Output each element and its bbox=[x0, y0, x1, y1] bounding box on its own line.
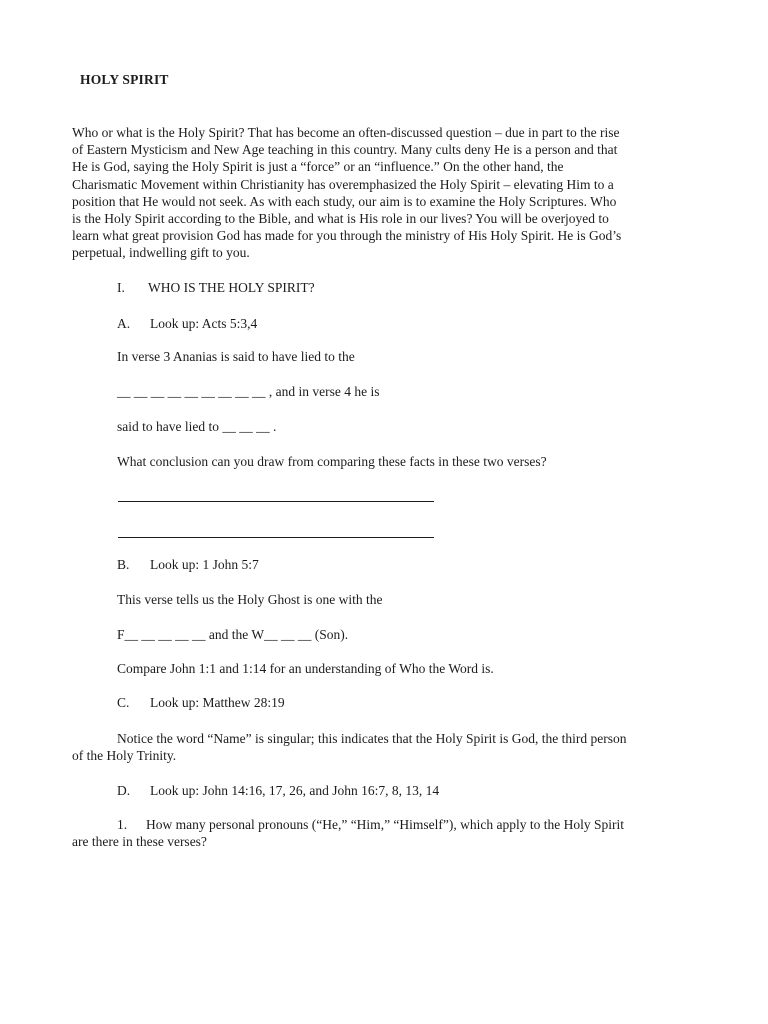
answer-line[interactable] bbox=[118, 537, 434, 538]
item-b-fill-blank-line: F__ __ __ __ __ and the W__ __ __ (Son). bbox=[117, 627, 349, 642]
item-c-note-line-2: of the Holy Trinity. bbox=[72, 748, 177, 763]
item-a-fill-blank-line: __ __ __ __ __ __ __ __ __ , and in verse 4 he is bbox=[117, 384, 380, 399]
item-a-line-1: In verse 3 Ananias is said to have lied to the bbox=[117, 349, 355, 364]
intro-line: perpetual, indwelling gift to you. bbox=[72, 245, 250, 261]
intro-paragraph bbox=[72, 124, 692, 262]
intro-line: is the Holy Spirit according to the Bible, and what is His role in our lives? You will be overjoyed to bbox=[72, 211, 609, 227]
item-b-heading bbox=[117, 556, 259, 573]
item-d-question-1 bbox=[117, 816, 624, 833]
item-letter: B. bbox=[117, 557, 130, 572]
section-title: WHO IS THE HOLY SPIRIT? bbox=[148, 280, 315, 295]
intro-line: learn what great provision God has made for you through the ministry of His Holy Spirit. He is God’s bbox=[72, 228, 622, 244]
intro-line: Who or what is the Holy Spirit? That has become an often-discussed question – due in part to the rise bbox=[72, 125, 620, 140]
document-title: HOLY SPIRIT bbox=[80, 72, 169, 87]
item-a-heading bbox=[117, 315, 257, 332]
item-letter: D. bbox=[117, 783, 131, 798]
item-c-heading bbox=[117, 694, 285, 711]
item-a-fill-blank-line: said to have lied to __ __ __ . bbox=[117, 419, 277, 434]
item-label: Look up: John 14:16, 17, 26, and John 16:7, 8, 13, 14 bbox=[150, 783, 440, 798]
question-number: 1. bbox=[117, 817, 128, 832]
item-label: Look up: Matthew 28:19 bbox=[150, 695, 285, 710]
item-d-question-1-continued: are there in these verses? bbox=[72, 834, 207, 849]
section-heading bbox=[117, 279, 315, 296]
intro-line: He is God, saying the Holy Spirit is just a “force” or an “influence.” On the other hand, the bbox=[72, 159, 564, 175]
item-letter: C. bbox=[117, 695, 130, 710]
item-label: Look up: Acts 5:3,4 bbox=[150, 316, 258, 331]
item-b-line-1: This verse tells us the Holy Ghost is one with the bbox=[117, 592, 383, 607]
item-c-note-line-1: Notice the word “Name” is singular; this indicates that the Holy Spirit is God, the third person bbox=[117, 731, 627, 746]
item-letter: A. bbox=[117, 316, 131, 331]
item-b-line-3: Compare John 1:1 and 1:14 for an understanding of Who the Word is. bbox=[117, 661, 494, 676]
intro-line: position that He would not seek. As with each study, our aim is to examine the Holy Scriptures. Who bbox=[72, 193, 617, 209]
item-a-question: What conclusion can you draw from comparing these facts in these two verses? bbox=[117, 454, 547, 469]
intro-line: Charismatic Movement within Christianity has overemphasized the Holy Spirit – elevating Him to a bbox=[72, 176, 614, 192]
question-text: How many personal pronouns (“He,” “Him,” “Himself”), which apply to the Holy Spirit bbox=[146, 817, 625, 832]
answer-line[interactable] bbox=[118, 501, 434, 502]
intro-line: of Eastern Mysticism and New Age teaching in this country. Many cults deny He is a person and that bbox=[72, 142, 618, 158]
section-number: I. bbox=[117, 280, 125, 295]
item-label: Look up: 1 John 5:7 bbox=[150, 557, 259, 572]
item-d-heading bbox=[117, 782, 439, 799]
